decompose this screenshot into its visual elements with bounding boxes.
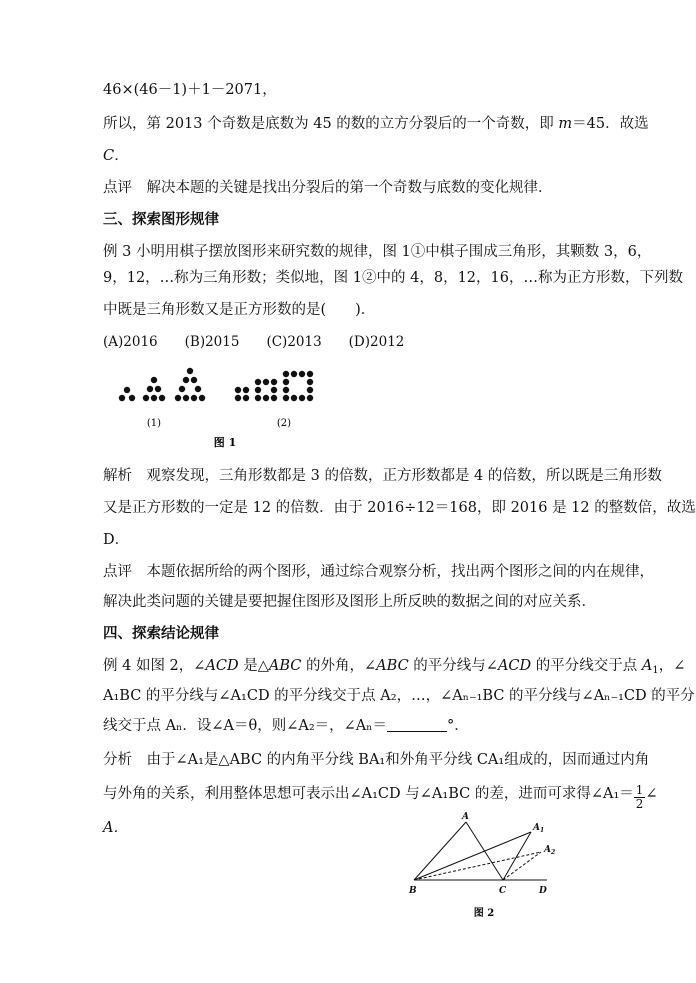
example-3-line-3: 中既是三角形数又是正方形数的是( )． <box>103 302 376 318</box>
text: ACD <box>205 658 239 674</box>
text: 所以，第 2013 个奇数是底数为 45 的数的立方分裂后的一个奇数，即 <box>103 116 559 132</box>
text: ABC <box>376 658 409 674</box>
fig1-label-1: (1) <box>146 418 162 429</box>
section-heading-3: 三、探索图形规律 <box>103 211 219 228</box>
figure-2-lines <box>414 822 547 880</box>
text: 的平分线与∠ <box>408 658 498 674</box>
analysis-2-line-1: 分析 由于∠A₁是△ABC 的内角平分线 BA₁和外角平分线 CA₁组成的，因而通过内角 <box>103 752 650 768</box>
text: ＝45．故选 <box>572 116 649 132</box>
fig1-label-2: (2) <box>276 418 292 429</box>
text: A <box>641 658 653 674</box>
answer-options: (A)2016 (B)2015 (C)2013 (D)2012 <box>103 334 405 350</box>
text: 与外角的关系，利用整体思想可表示出∠A₁CD 与∠A₁BC 的差，进而可求得∠A₁＝ <box>103 786 634 802</box>
text: ，∠ <box>658 658 686 674</box>
fraction-one-half <box>634 784 646 811</box>
example-4-line-2: A₁BC 的平分线与∠A₁CD 的平分线交于点 A₂，…，∠Aₙ₋₁BC 的平分线与∠Aₙ₋₁CD 的平分 <box>103 688 695 704</box>
figure-1 <box>110 360 350 450</box>
text: ABC <box>268 658 302 674</box>
text: 的平分线交于点 <box>531 658 642 674</box>
point-c-label: C <box>499 886 507 896</box>
answer-blank <box>387 717 447 732</box>
text: 1 <box>652 665 659 676</box>
fig2-caption: 图 2 <box>473 908 495 919</box>
text: ACD <box>497 658 532 674</box>
comment-2-line-1: 点评 本题依据所给的两个图形，通过综合观察分析，找出两个图形之间的内在规律， <box>103 564 654 580</box>
text: 是△ <box>238 658 269 674</box>
comment-1: 点评 解决本题的关键是找出分裂后的第一个奇数与底数的变化规律． <box>103 180 553 196</box>
fraction-denominator: 2 <box>635 797 644 811</box>
text: 线交于点 Aₙ．设∠A＝θ，则∠A₂＝，∠Aₙ＝ <box>103 718 388 734</box>
point-a2-label: $A_2$ <box>544 845 556 856</box>
fraction-numerator: 1 <box>635 783 644 797</box>
analysis-line-3: D． <box>103 532 130 548</box>
point-a1-label: $A_1$ <box>533 823 545 834</box>
answer-c: C． <box>103 148 129 164</box>
analysis-line-2: 又是正方形数的一定是 12 的倍数．由于 2016÷12＝168，即 2016 是 12 的整数倍，故选 <box>103 500 696 516</box>
point-a-label: A <box>462 812 469 822</box>
paragraph-conclusion <box>103 114 649 134</box>
example-3-line-1: 例 3 小明用棋子摆放图形来研究数的规律，图 1①中棋子围成三角形，其颗数 3，6， <box>103 244 652 260</box>
text: ∠ <box>645 786 658 802</box>
fig1-caption: 图 1 <box>213 436 237 449</box>
figure-2 <box>400 808 560 926</box>
example-4-line-3 <box>103 716 469 736</box>
triangle-dots-group <box>119 368 205 401</box>
analysis-line-1: 解析 观察发现，三角形数都是 3 的倍数，正方形数都是 4 的倍数，所以既是三角形数 <box>103 468 662 484</box>
point-b-label: B <box>409 886 417 896</box>
comment-2-line-2: 解决此类问题的关键是要把握住图形及图形上所反映的数据之间的对应关系． <box>103 594 596 610</box>
example-4-line-1 <box>103 656 685 681</box>
text: 的外角，∠ <box>301 658 377 674</box>
square-dots-group <box>235 371 313 401</box>
text: °． <box>447 718 469 734</box>
analysis-2-line-2 <box>103 784 658 811</box>
text: 例 4 如图 2，∠ <box>103 658 206 674</box>
equation-line: 46×(46－1)＋1－2071， <box>103 82 277 98</box>
var-m: m <box>558 116 573 132</box>
analysis-2-line-3: A． <box>103 820 128 836</box>
example-3-line-2: 9，12，…称为三角形数；类似地，图 1②中的 4，8，12，16，…称为正方形数，下列数 <box>103 270 683 286</box>
section-heading-4: 四、探索结论规律 <box>103 625 219 642</box>
point-d-label: D <box>539 886 547 896</box>
